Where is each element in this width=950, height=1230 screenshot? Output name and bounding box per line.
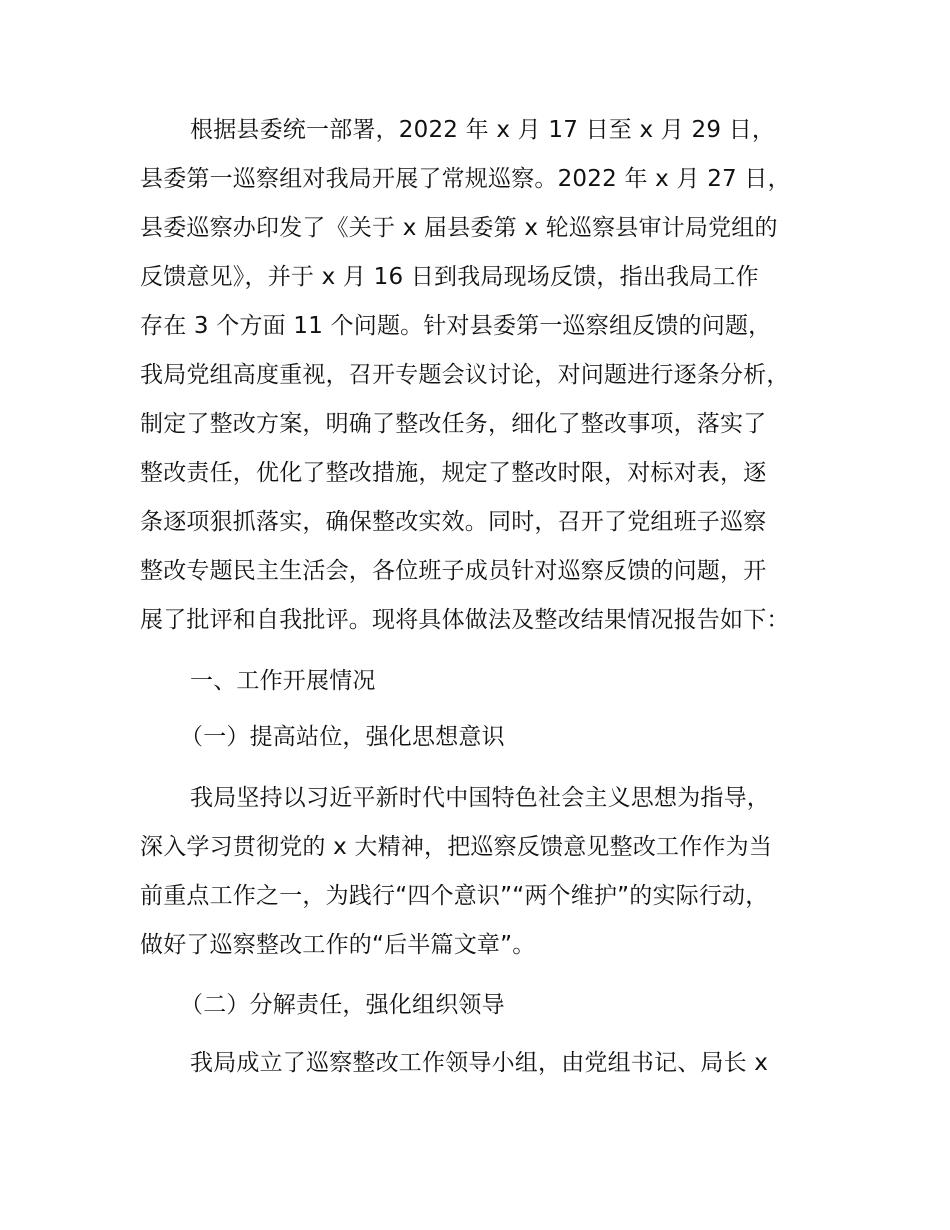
subsection-heading-1: （一）提高站位，强化思想意识 — [180, 724, 505, 750]
paragraph-1-line-2: 县委第一巡察组对我局开展了常规巡察。2022 年 x 月 27 日， — [140, 166, 791, 192]
paragraph-1-line-3: 县委巡察办印发了《关于 x 届县委第 x 轮巡察县审计局党组的 — [140, 215, 778, 241]
paragraph-2-line-2: 深入学习贯彻党的 x 大精神，把巡察反馈意见整改工作作为当 — [140, 834, 773, 860]
paragraph-2-line-4: 做好了巡察整改工作的“后半篇文章”。 — [140, 932, 536, 958]
paragraph-2-line-3: 前重点工作之一，为践行“四个意识”“两个维护”的实际行动， — [140, 883, 769, 909]
paragraph-3-line-1: 我局成立了巡察整改工作领导小组，由党组书记、局长 x — [190, 1050, 769, 1076]
paragraph-1-line-4: 反馈意见》，并于 x 月 16 日到我局现场反馈，指出我局工作 — [140, 264, 759, 290]
paragraph-1-line-1: 根据县委统一部署，2022 年 x 月 17 日至 x 月 29 日， — [190, 117, 776, 143]
paragraph-1-line-8: 整改责任，优化了整改措施，规定了整改时限，对标对表，逐 — [140, 460, 767, 486]
paragraph-1-line-5: 存在 3 个方面 11 个问题。针对县委第一巡察组反馈的问题， — [140, 313, 772, 339]
subsection-heading-2: （二）分解责任，强化组织领导 — [180, 992, 505, 1018]
paragraph-1-line-10: 整改专题民主生活会，各位班子成员针对巡察反馈的问题，开 — [140, 558, 767, 584]
paragraph-1-line-9: 条逐项狠抓落实，确保整改实效。同时，召开了党组班子巡察 — [140, 509, 767, 535]
section-heading-1: 一、工作开展情况 — [190, 668, 376, 694]
paragraph-1-line-6: 我局党组高度重视，召开专题会议讨论，对问题进行逐条分析， — [140, 362, 790, 388]
paragraph-2-line-1: 我局坚持以习近平新时代中国特色社会主义思想为指导， — [190, 785, 770, 811]
paragraph-1-line-11: 展了批评和自我批评。现将具体做法及整改结果情况报告如下： — [140, 607, 790, 633]
paragraph-1-line-7: 制定了整改方案，明确了整改任务，细化了整改事项，落实了 — [140, 411, 767, 437]
